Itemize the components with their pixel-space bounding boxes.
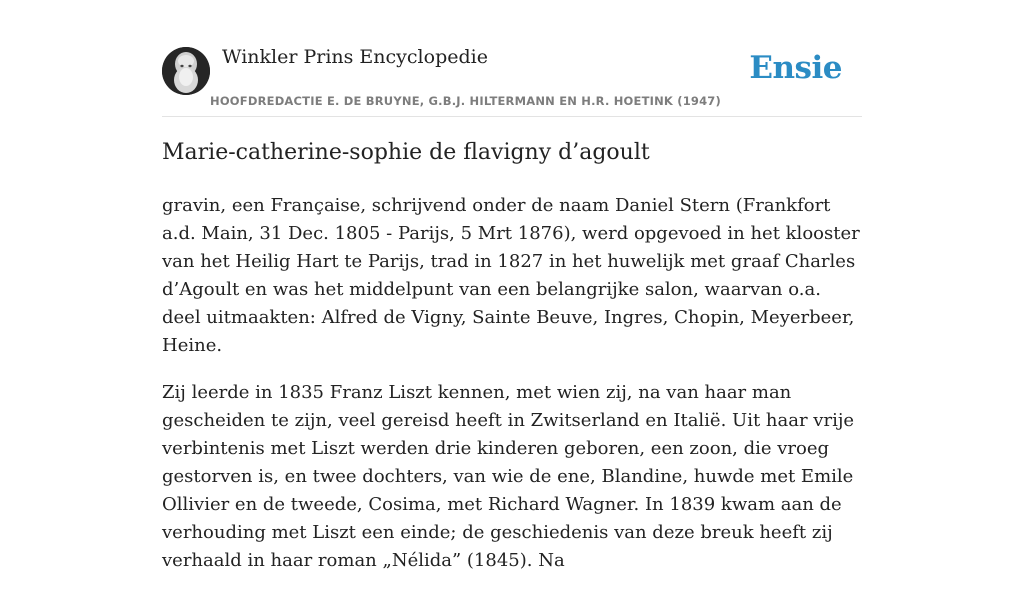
article-body: [162, 192, 862, 594]
portrait-image-icon: [162, 47, 210, 95]
author-avatar[interactable]: [162, 47, 210, 95]
article-paragraph-2: Zij leerde in 1835 Franz Liszt kennen, met wien zij, na van haar man gescheiden te zijn, veel gereisd heeft in Zwitserland en Italië. Uit haar vrije verbintenis met Liszt werden drie kinderen geboren, een zoon, die vroeg gestorven is, en twee dochters, van wie de ene, Blandine, huwde met Emile Ollivier en de tweede, Cosima, met Richard Wagner. In 1839 kwam aan de verhouding met Liszt een einde; de geschiedenis van deze breuk heeft zij verhaald in haar roman „Nélida” (1845). Na: [162, 382, 855, 571]
page-container: [162, 0, 862, 571]
article-title: Marie-catherine-sophie de flavigny d’agoult: [162, 140, 650, 165]
publication-editors: HOOFDREDACTIE E. DE BRUYNE, G.B.J. HILTERMANN EN H.R. HOETINK (1947): [210, 94, 721, 108]
publication-title[interactable]: Winkler Prins Encyclopedie: [222, 46, 488, 68]
article-paragraph-1: gravin, een Française, schrijvend onder de naam Daniel Stern (Frankfort a.d. Main, 31 Dec. 1805 - Parijs, 5 Mrt 1876), werd opgevoed in het klooster van het Heilig Hart te Parijs, trad in 1827 in het huwelijk met graaf Charles d’Agoult en was het middelpunt van een belangrijke salon, waarvan o.a. deel uitmaakten: Alfred de Vigny, Sainte Beuve, Ingres, Chopin, Meyerbeer, Heine.: [162, 195, 860, 356]
ensie-logo[interactable]: Ensie: [749, 50, 842, 86]
publication-header: [162, 0, 862, 117]
